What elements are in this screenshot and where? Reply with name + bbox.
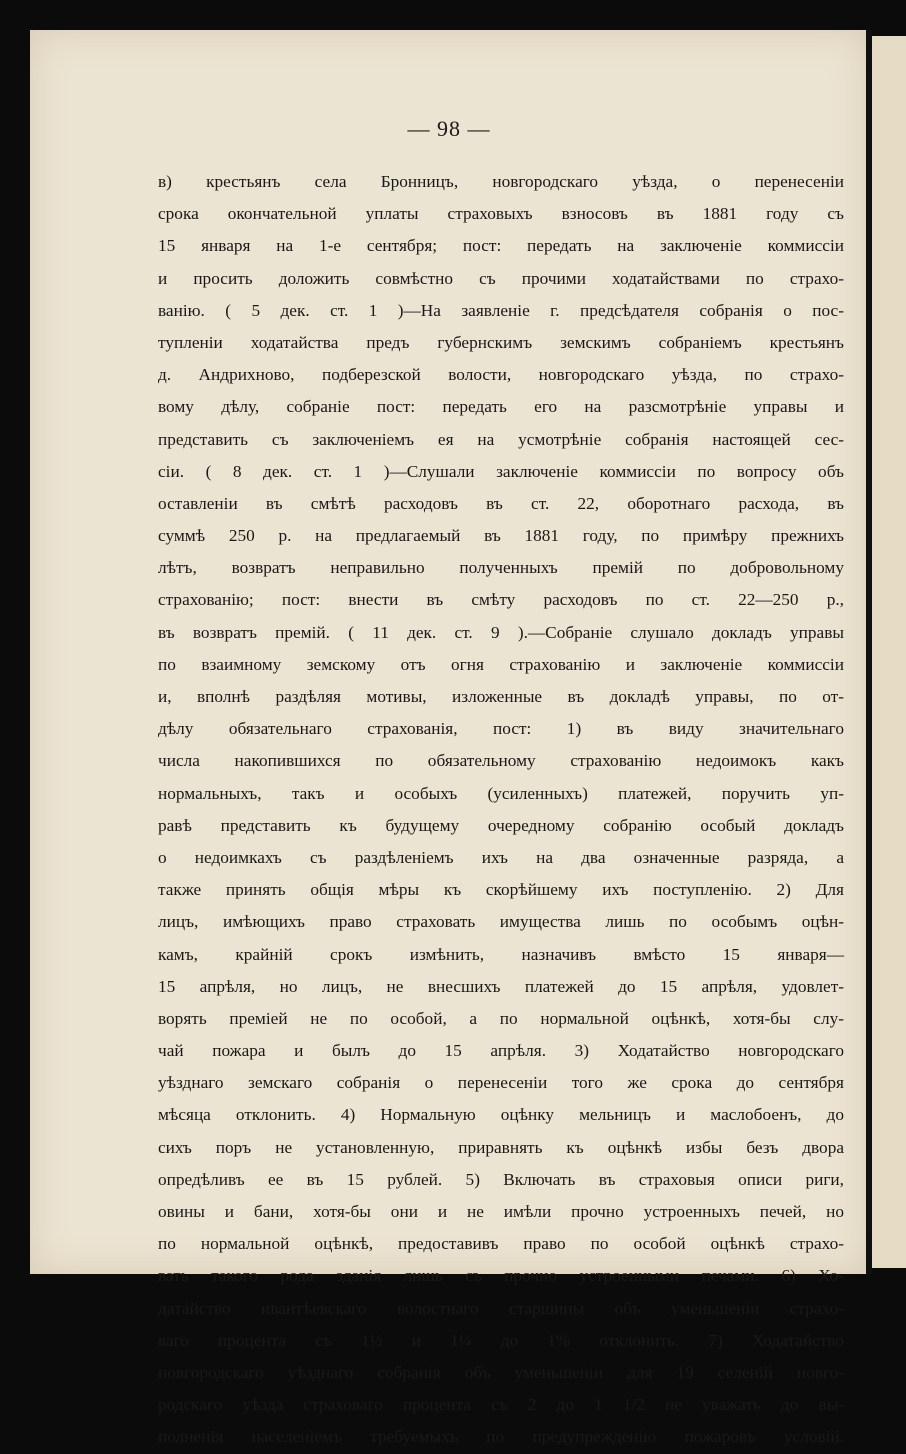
text-line: и просить доложить совмѣстно съ прочими ходатайствами по страхо- <box>158 268 844 288</box>
text-line: лѣтъ, возвратъ неправильно полученныхъ премій по добровольному <box>158 558 844 578</box>
text-line: о недоимкахъ съ раздѣленіемъ ихъ на два означенные разряда, а <box>158 847 844 867</box>
text-line: 15 января на 1-е сентября; пост: передать на заключеніе коммиссіи <box>158 236 844 256</box>
text-line: в) крестьянъ села Бронницъ, новгородскаго уѣзда, о перенесеніи <box>158 172 844 191</box>
text-line: въ возвратъ премій. ( 11 дек. ст. 9 ).—Собраніе слушало докладъ управы <box>158 622 844 642</box>
text-line: овины и бани, хотя-бы они и не имѣли прочно устроенныхъ печей, но <box>158 1202 844 1221</box>
text-line: нормальныхъ, такъ и особыхъ (усиленныхъ) платежей, поручить уп- <box>158 783 844 803</box>
text-line: 15 апрѣля, но лицъ, не внесшихъ платежей до 15 апрѣля, удовлет- <box>158 976 844 996</box>
text-line: тупленіи ходатайства предъ губернскимъ земскимъ собраніемъ крестьянъ <box>158 332 844 352</box>
text-line: чай пожара и былъ до 15 апрѣля. 3) Ходатайство новгородскаго <box>158 1041 844 1061</box>
text-line: вать такого рода зданія лишь съ прочно устроенными печами. 6) Хо- <box>158 1266 844 1286</box>
facing-page-edge <box>872 36 906 1268</box>
text-line: по нормальной оцѣнкѣ, предоставивъ право по особой оцѣнкѣ страхо- <box>158 1234 844 1254</box>
text-line: вому дѣлу, собраніе пост: передать его на разсмотрѣніе управы и <box>158 397 844 417</box>
text-line: родскаго уѣзда страховаго процента съ 2 до 1 1/2 не уважать до вы- <box>158 1395 844 1415</box>
book-page <box>30 30 868 1447</box>
page-text <box>158 166 844 1454</box>
text-line: по взаимному земскому отъ огня страхованію и заключеніе коммиссіи <box>158 654 844 674</box>
text-line: д. Андрихново, подберезской волости, новгородскаго уѣзда, по страхо- <box>158 365 844 385</box>
text-line: полненія населеніемъ требуемыхъ по предупрежденію пожаровъ условій. <box>158 1427 844 1447</box>
text-line: новгородскаго уѣзднаго собранія объ уменьшеніи для 19 селеній новго- <box>158 1362 844 1382</box>
text-line: сіи. ( 8 дек. ст. 1 )—Слушали заключеніе коммиссіи по вопросу объ <box>158 461 844 481</box>
text-line: числа накопившихся по обязательному страхованію недоимокъ какъ <box>158 751 844 771</box>
text-line: ворять преміей не по особой, а по нормальной оцѣнкѣ, хотя-бы слу- <box>158 1008 844 1028</box>
text-line: срока окончательной уплаты страховыхъ взносовъ въ 1881 году съ <box>158 204 844 224</box>
text-line: сихъ поръ не установленную, приравнять къ оцѣнкѣ избы безъ двора <box>158 1137 844 1157</box>
text-line: страхованію; пост: внести въ смѣту расходовъ по ст. 22—250 р., <box>158 590 844 610</box>
text-line: представить съ заключеніемъ ея на усмотрѣніе собранія настоящей сес- <box>158 429 844 449</box>
text-line: и, вполнѣ раздѣляя мотивы, изложенные въ докладѣ управы, по от- <box>158 687 844 706</box>
page-number: — 98 — <box>407 116 491 141</box>
text-line: ваго процента съ 1½ и 1¼ до 1% отклонить. 7) Ходатайство <box>158 1330 844 1350</box>
text-line: камъ, крайній срокъ измѣнить, назначивъ вмѣсто 15 января— <box>158 944 844 964</box>
text-line: опредѣливъ ее въ 15 рублей. 5) Включать въ страховыя описи риги, <box>158 1169 844 1189</box>
text-line: суммѣ 250 р. на предлагаемый въ 1881 году, по примѣру прежнихъ <box>158 526 844 546</box>
text-line: равѣ представить къ будущему очередному собранію особый докладъ <box>158 815 844 835</box>
text-line: оставленіи въ смѣтѣ расходовъ въ ст. 22, оборотнаго расхода, въ <box>158 493 844 513</box>
text-line: мѣсяца отклонить. 4) Нормальную оцѣнку мельницъ и маслобоенъ, до <box>158 1105 844 1125</box>
text-line: лицъ, имѣющихъ право страховать имущества лишь по особымъ оцѣн- <box>158 912 844 932</box>
text-line: датайство ивантѣевскаго волостнаго старшины объ уменьшеніи страхо- <box>158 1298 844 1318</box>
text-line: ванію. ( 5 дек. ст. 1 )—На заявленіе г. предсѣдателя собранія о пос- <box>158 300 844 320</box>
text-line: также принять общія мѣры къ скорѣйшему ихъ поступленію. 2) Для <box>158 880 844 900</box>
text-line: дѣлу обязательнаго страхованія, пост: 1) въ виду значительнаго <box>158 719 844 739</box>
text-line: уѣзднаго земскаго собранія о перенесеніи того же срока до сентября <box>158 1073 844 1093</box>
